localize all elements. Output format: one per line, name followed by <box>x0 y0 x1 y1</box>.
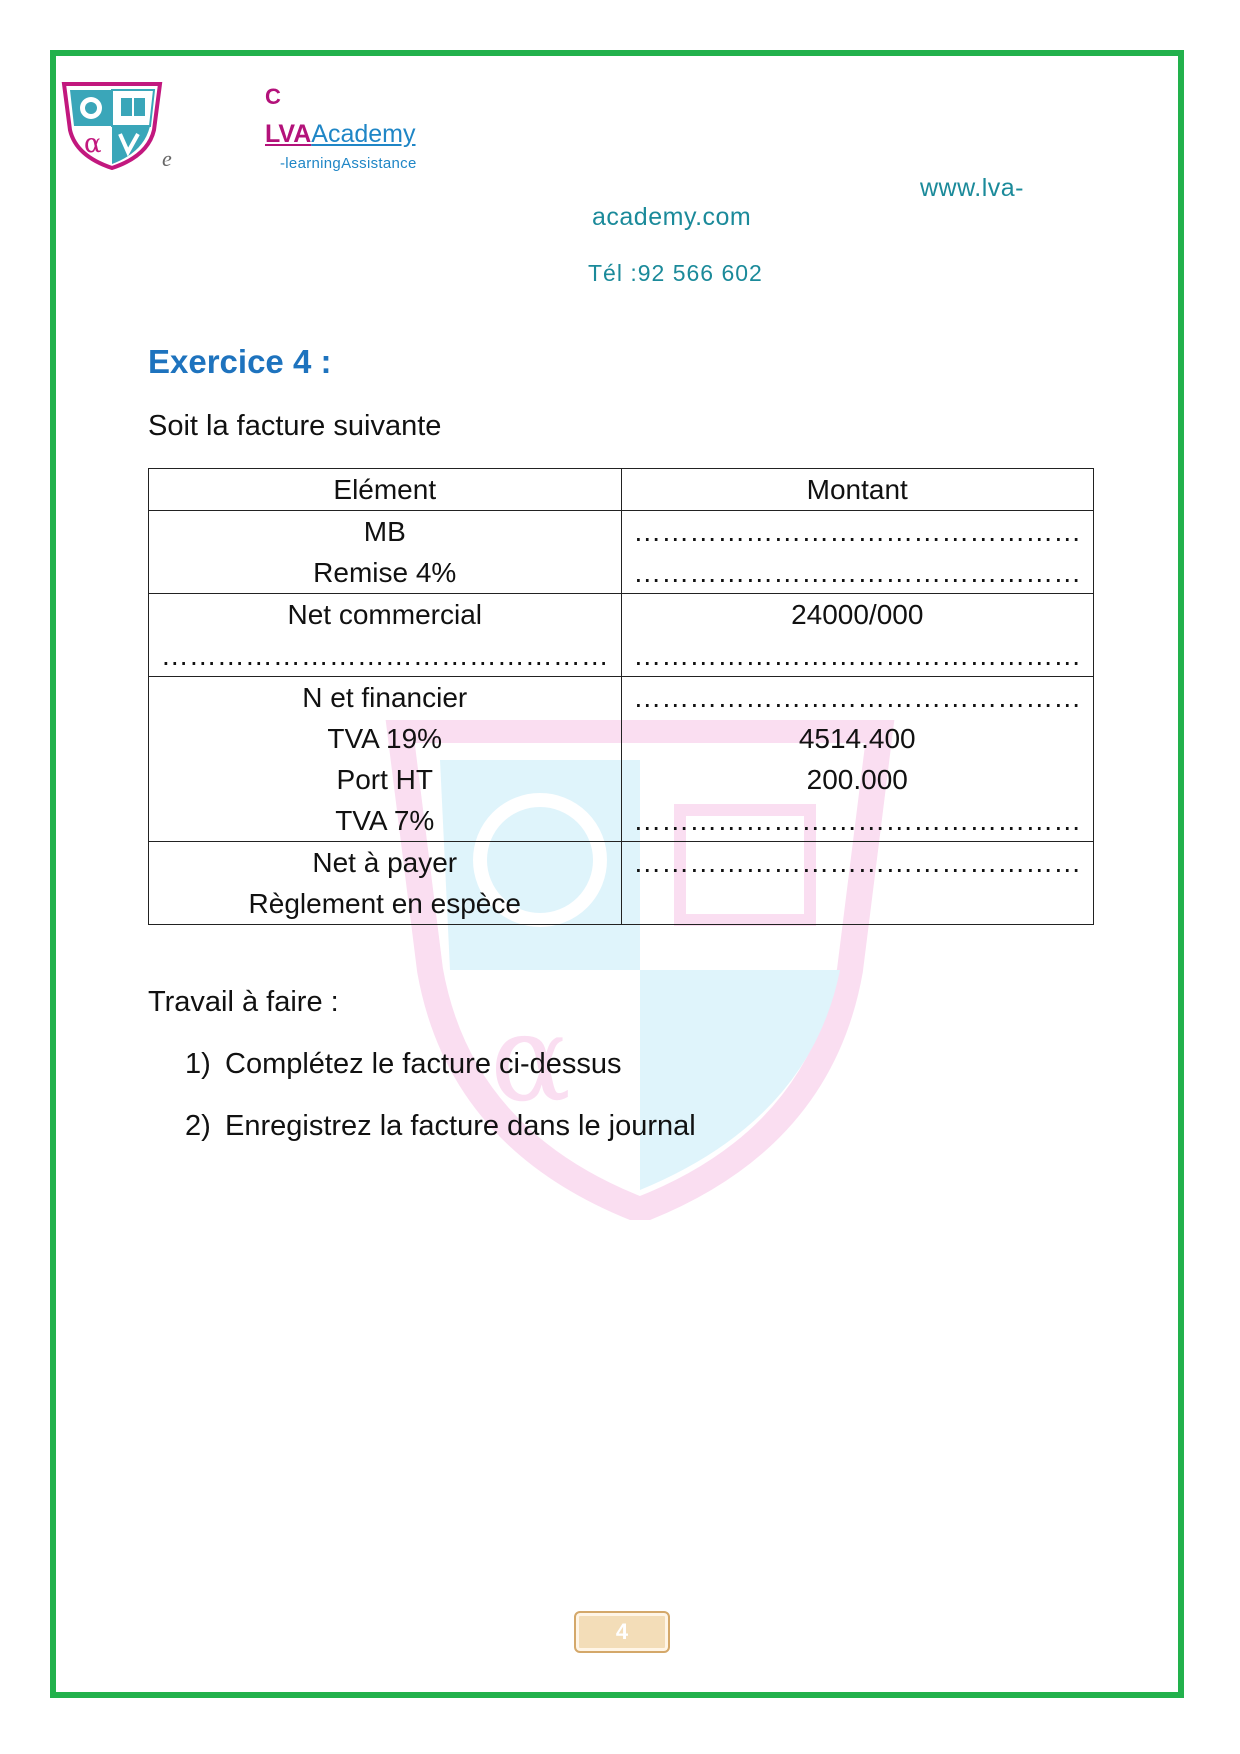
invoice-table <box>148 468 1094 925</box>
exercise-title: Exercice 4 : <box>148 343 332 380</box>
phone-number: Tél :92 566 602 <box>588 260 763 286</box>
element-line: ………………………………………… <box>160 640 609 671</box>
montant-line <box>622 883 1094 924</box>
website-line-1[interactable]: www.lva- <box>920 174 1025 202</box>
element-cell <box>149 842 622 925</box>
logo-letter: e <box>162 146 172 171</box>
task-number: 2) <box>185 1110 211 1142</box>
montant-line: ………………………………………… <box>633 682 1082 713</box>
montant-cell[interactable] <box>621 677 1094 842</box>
element-line: Net commercial <box>287 599 482 630</box>
element-line: Règlement en espèce <box>248 888 521 919</box>
table-row <box>149 511 1094 594</box>
montant-line: ………………………………………… <box>633 516 1082 547</box>
task-text: Complétez le facture ci-dessus <box>225 1048 622 1080</box>
tasks-title: Travail à faire : <box>148 986 339 1018</box>
brand-tagline: -learningAssistance <box>280 155 417 172</box>
task-text: Enregistrez la facture dans le journal <box>225 1110 696 1142</box>
table-row <box>149 594 1094 677</box>
montant-line: ………………………………………… <box>633 640 1082 671</box>
svg-text:α: α <box>490 990 572 1129</box>
montant-cell[interactable] <box>621 511 1094 594</box>
montant-line: ………………………………………… <box>633 847 1082 878</box>
exercise-intro: Soit la facture suivante <box>148 410 442 442</box>
element-cell <box>149 677 622 842</box>
page-number: 4 <box>574 1611 670 1653</box>
element-line: TVA 7% <box>335 805 435 836</box>
header-cell-montant: Montant <box>621 469 1094 511</box>
task-item <box>185 1110 696 1143</box>
shield-logo-icon <box>58 78 166 170</box>
element-cell <box>149 594 622 677</box>
element-line: MB <box>363 516 406 547</box>
svg-text:α: α <box>84 129 102 159</box>
montant-line: 24000/000 <box>791 599 924 630</box>
task-number: 1) <box>185 1048 211 1080</box>
montant-cell[interactable] <box>621 594 1094 677</box>
element-line: Net à payer <box>312 847 458 878</box>
table-header-row <box>149 469 1094 511</box>
montant-line: 4514.400 <box>798 723 916 754</box>
montant-line: 200.000 <box>806 764 908 795</box>
header-cell-element: Elément <box>149 469 622 511</box>
element-line: TVA 19% <box>327 723 443 754</box>
website-line-2[interactable]: academy.com <box>592 203 752 231</box>
brand-name[interactable] <box>265 120 416 149</box>
element-line: N et financier <box>302 682 468 713</box>
montant-cell[interactable] <box>621 842 1094 925</box>
montant-line: ………………………………………… <box>633 557 1082 588</box>
montant-line: ………………………………………… <box>633 805 1082 836</box>
brand-lva: LVA <box>265 120 312 148</box>
table-row <box>149 677 1094 842</box>
brand-academy: Academy <box>311 120 416 148</box>
task-item <box>185 1048 622 1081</box>
element-line: Remise 4% <box>313 557 457 588</box>
table-row <box>149 842 1094 925</box>
element-cell <box>149 511 622 594</box>
brand-initial: C <box>265 84 281 109</box>
element-line: Port HT <box>336 764 433 795</box>
